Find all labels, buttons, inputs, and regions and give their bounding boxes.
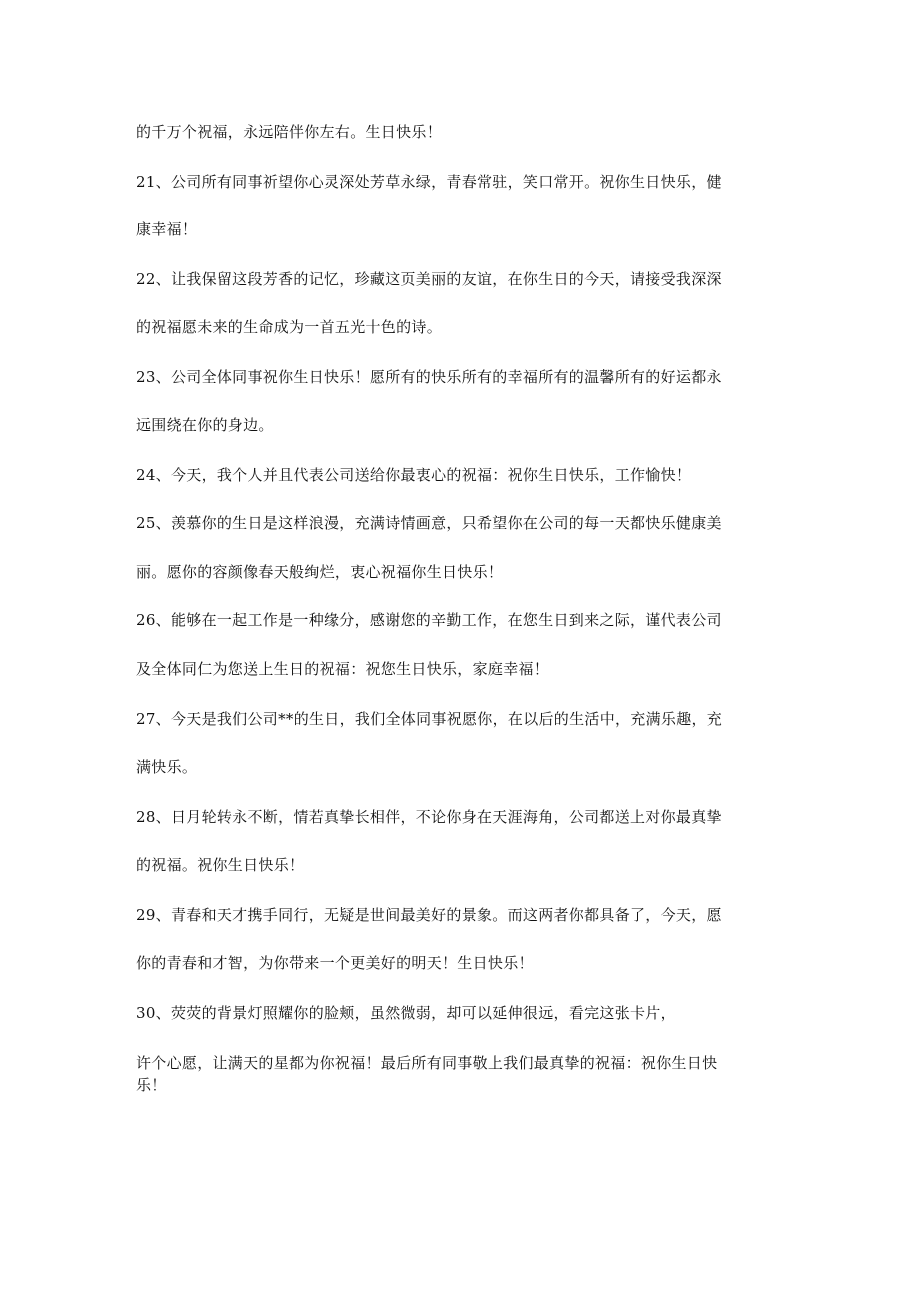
text-line: 30、荧荧的背景灯照耀你的脸颊，虽然微弱，却可以延伸很远，看完这张卡片， bbox=[136, 1004, 676, 1022]
text-line: 许个心愿，让满天的星都为你祝福！最后所有同事敬上我们最真挚的祝福：祝你生日快 bbox=[136, 1054, 718, 1072]
text-line: 29、青春和天才携手同行，无疑是世间最美好的景象。而这两者你都具备了，今天，愿 bbox=[136, 906, 722, 924]
text-line: 27、今天是我们公司**的生日，我们全体同事祝愿你，在以后的生活中，充满乐趣，充 bbox=[136, 710, 723, 728]
text-line: 你的青春和才智，为你带来一个更美好的明天！生日快乐！ bbox=[136, 954, 534, 972]
text-line: 康幸福！ bbox=[136, 220, 198, 238]
text-line: 26、能够在一起工作是一种缘分，感谢您的辛勤工作，在您生日到来之际，谨代表公司 bbox=[136, 611, 722, 629]
text-line: 24、今天，我个人并且代表公司送给你最衷心的祝福：祝你生日快乐，工作愉快！ bbox=[136, 466, 692, 484]
text-line: 及全体同仁为您送上生日的祝福：祝您生日快乐，家庭幸福！ bbox=[136, 660, 550, 678]
text-line: 21、公司所有同事祈望你心灵深处芳草永绿，青春常驻，笑口常开。祝你生日快乐，健 bbox=[136, 173, 722, 191]
text-line: 满快乐。 bbox=[136, 758, 198, 776]
text-line: 23、公司全体同事祝你生日快乐！愿所有的快乐所有的幸福所有的温馨所有的好运都永 bbox=[136, 368, 722, 386]
text-line: 的千万个祝福，永远陪伴你左右。生日快乐！ bbox=[136, 123, 443, 141]
text-line: 的祝福。祝你生日快乐！ bbox=[136, 856, 305, 874]
text-line: 丽。愿你的容颜像春天般绚烂，衷心祝福你生日快乐！ bbox=[136, 563, 504, 581]
text-line: 25、羡慕你的生日是这样浪漫，充满诗情画意，只希望你在公司的每一天都快乐健康美 bbox=[136, 514, 722, 532]
text-line: 的祝福愿未来的生命成为一首五光十色的诗。 bbox=[136, 318, 443, 336]
text-line: 乐！ bbox=[136, 1076, 167, 1094]
text-line: 22、让我保留这段芳香的记忆，珍藏这页美丽的友谊，在你生日的今天，请接受我深深 bbox=[136, 270, 722, 288]
text-line: 远围绕在你的身边。 bbox=[136, 416, 274, 434]
text-line: 28、日月轮转永不断，情若真挚长相伴，不论你身在天涯海角，公司都送上对你最真挚 bbox=[136, 808, 722, 826]
